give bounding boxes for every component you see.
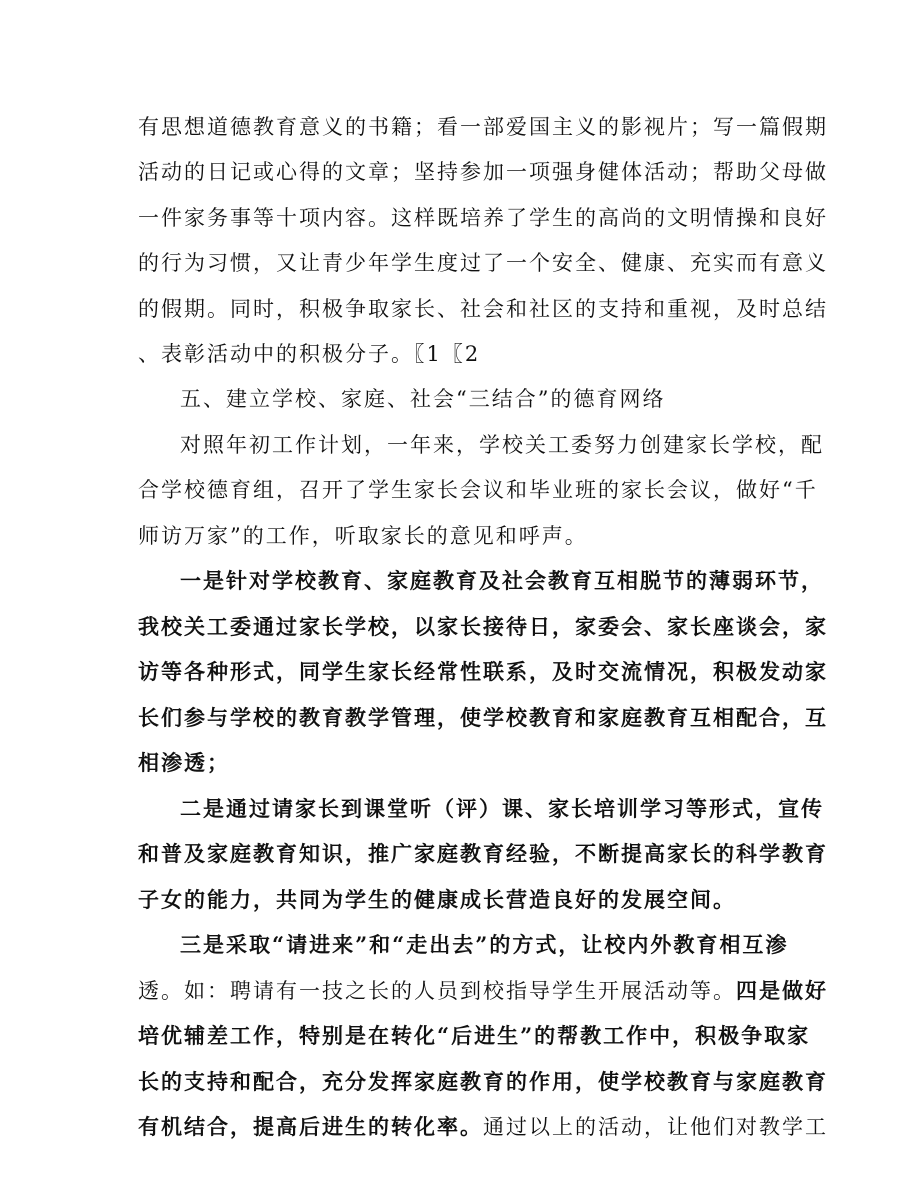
text-line: 访等各种形式，同学生家长经常性联系，及时交流情况，积极发动家: [138, 659, 828, 684]
text-line: 一是针对学校教育、家庭教育及社会教育互相脱节的薄弱环节，: [180, 568, 824, 593]
text-line: 长的支持和配合，充分发挥家庭教育的作用，使学校教育与家庭教育: [138, 1069, 828, 1094]
text-line: 活动的日记或心得的文章；坚持参加一项强身健体活动；帮助父母做: [138, 160, 828, 184]
text-segment: 透。如：聘请有一技之长的人员到校指导学生开展活动等。: [138, 979, 736, 1003]
text-line: 一件家务事等十项内容。这样既培养了学生的高尚的文明情操和良好: [138, 206, 828, 230]
text-segment: 通过以上的活动，让他们对教学工: [483, 1115, 828, 1139]
text-line: 培优辅差工作，特别是在转化“后进生”的帮教工作中，积极争取家: [138, 1023, 811, 1048]
text-line: 有思想道德教育意义的书籍；看一部爱国主义的影视片；写一篇假期: [138, 115, 828, 139]
text-line: 长们参与学校的教育教学管理，使学校教育和家庭教育互相配合，互: [138, 705, 828, 730]
text-line: 师访万家”的工作，听取家长的意见和呼声。: [138, 524, 588, 548]
text-line: 的假期。同时，积极争取家长、社会和社区的支持和重视，及时总结: [138, 297, 828, 321]
text-line: 对照年初工作计划，一年来，学校关工委努力创建家长学校，配: [180, 433, 824, 457]
text-line: 、表彰活动中的积极分子。〖1〖2: [138, 342, 481, 366]
section-heading: 五、建立学校、家庭、社会“三结合”的德育网络: [180, 387, 666, 411]
text-line: 合学校德育组，召开了学生家长会议和毕业班的家长会议，做好“千: [138, 478, 818, 502]
text-segment-bold: 四是做好: [736, 978, 828, 1003]
text-segment-bold: 有机结合，提高后进生的转化率。: [138, 1114, 483, 1139]
text-line: 的行为习惯，又让青少年学生度过了一个安全、健康、充实而有意义: [138, 251, 828, 275]
text-line: [138, 1112, 828, 1142]
text-line: 二是通过请家长到课堂听（评）课、家长培训学习等形式，宣传: [180, 796, 824, 821]
text-line: 和普及家庭教育知识，推广家庭教育经验，不断提高家长的科学教育: [138, 841, 828, 866]
text-line: 我校关工委通过家长学校，以家长接待日，家委会、家长座谈会，家: [138, 614, 828, 639]
text-line: [138, 976, 828, 1006]
text-line: 相渗透；: [138, 750, 230, 775]
text-line: 子女的能力，共同为学生的健康成长营造良好的发展空间。: [138, 887, 736, 912]
text-line: 三是采取“请进来”和“走出去”的方式，让校内外教育相互渗: [180, 932, 789, 957]
